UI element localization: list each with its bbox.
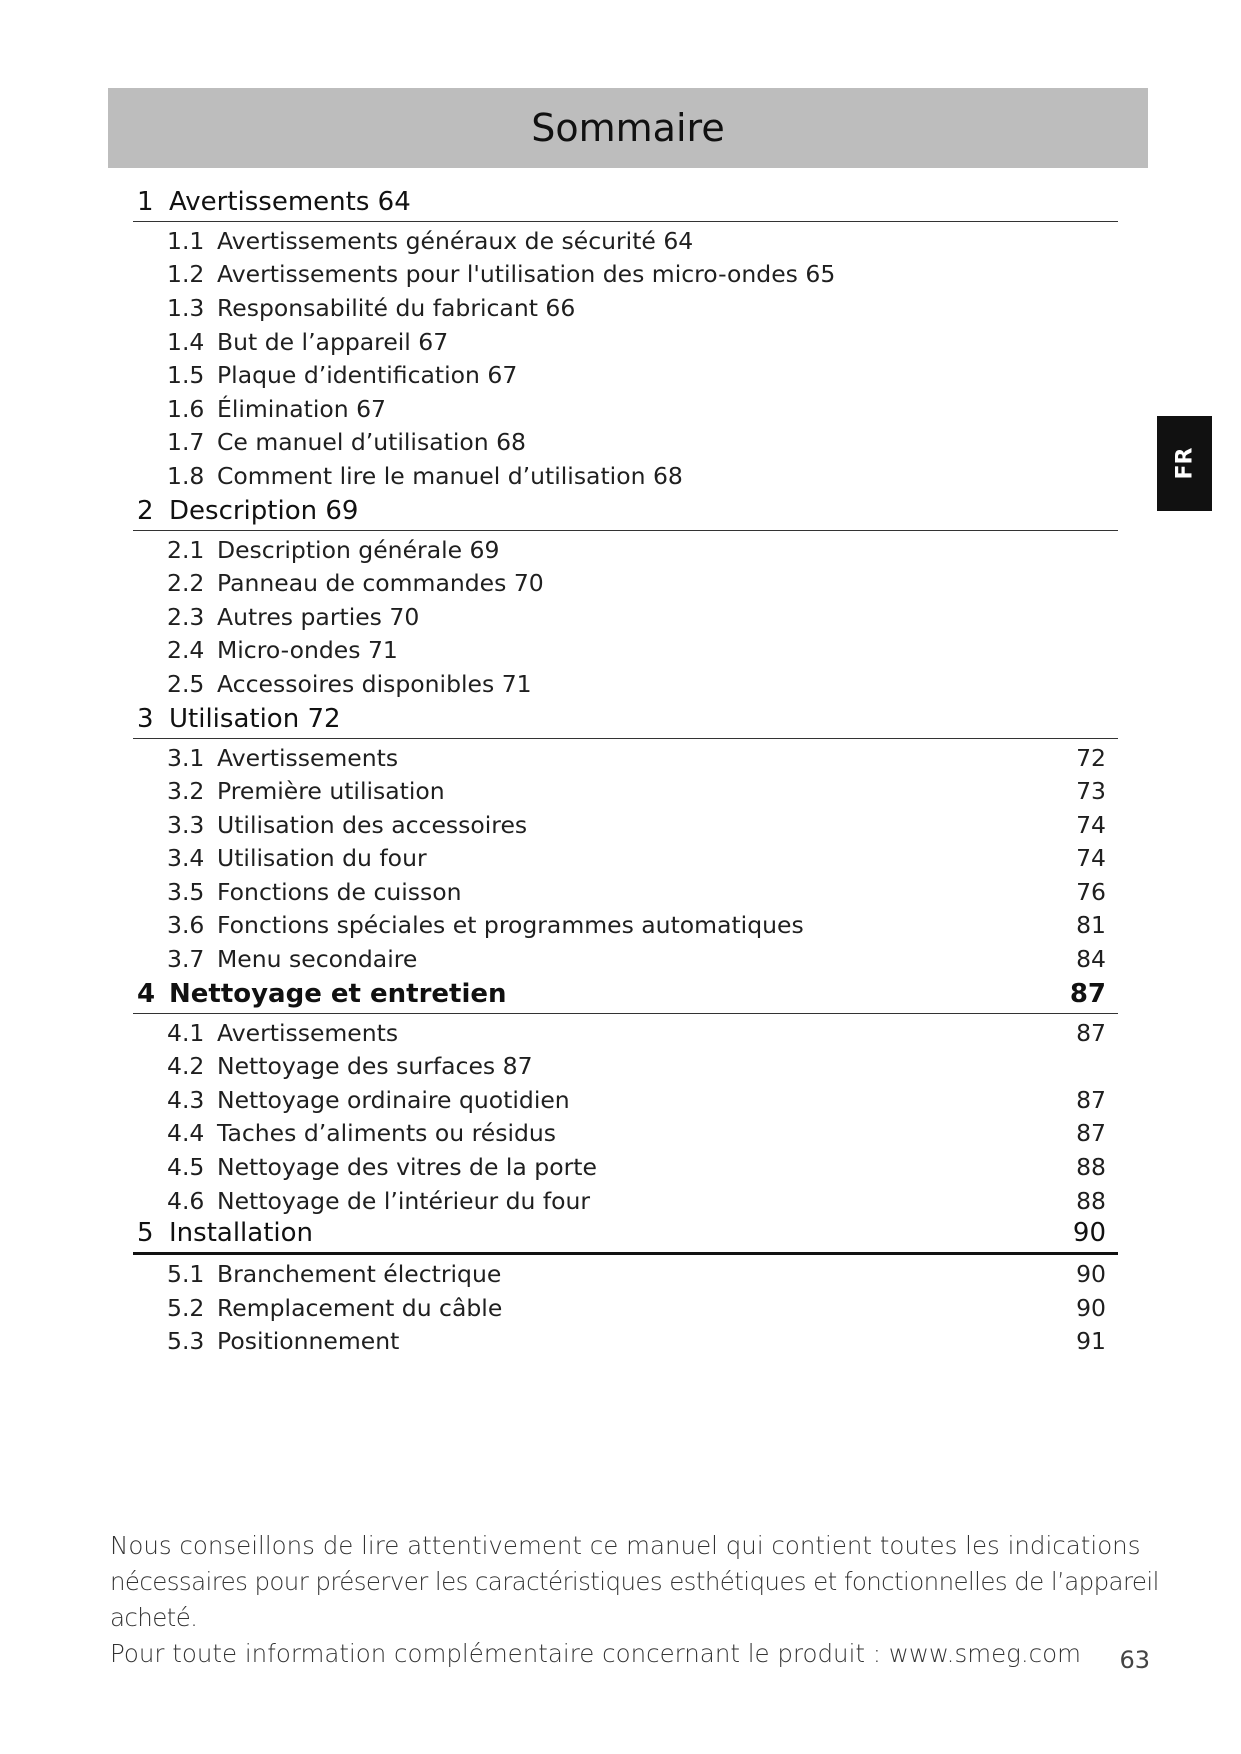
entry-title: Avertissements: [217, 1018, 399, 1047]
section-title: Avertissements 64: [169, 187, 411, 217]
toc-entry[interactable]: [133, 1016, 1118, 1050]
entry-title: Nettoyage de l’intérieur du four: [217, 1186, 591, 1215]
entry-number: 1.4: [167, 327, 205, 356]
entry-title: Responsabilité du fabricant 66: [217, 293, 576, 322]
entry-page: 88: [1076, 1153, 1106, 1182]
entry-number: 3.3: [167, 810, 205, 839]
toc-entry[interactable]: [133, 358, 1118, 392]
entry-number: 1.6: [167, 394, 205, 423]
section-number: 2: [137, 495, 154, 526]
toc-entry[interactable]: [133, 426, 1118, 460]
toc-entry[interactable]: [133, 1257, 1118, 1291]
entry-number: 3.1: [167, 743, 205, 772]
toc-section: [133, 701, 1118, 976]
toc-entry[interactable]: [133, 634, 1118, 668]
entry-title: Utilisation du four: [217, 844, 427, 873]
language-tab-label: FR: [1172, 447, 1197, 480]
entry-number: 3.4: [167, 844, 205, 873]
entry-title: Description générale 69: [217, 535, 500, 564]
entry-title: Positionnement: [217, 1327, 400, 1356]
section-number: 4: [137, 978, 156, 1009]
entry-number: 4.4: [167, 1119, 205, 1148]
title-bar: [108, 88, 1148, 168]
entry-number: 1.2: [167, 260, 205, 289]
entry-title: Avertissements pour l'utilisation des micro-ondes 65: [217, 260, 836, 289]
section-heading[interactable]: [133, 184, 1118, 222]
toc-entry[interactable]: [133, 875, 1118, 909]
toc-entry[interactable]: [133, 1325, 1118, 1359]
section-heading[interactable]: [133, 1217, 1118, 1255]
toc-entry[interactable]: [133, 1083, 1118, 1117]
entry-page: 72: [1076, 743, 1106, 772]
entry-page: 73: [1076, 777, 1106, 806]
toc-entry[interactable]: [133, 942, 1118, 976]
footer-line: Nous conseillons de lire attentivement ce manuel qui contient toutes les indications: [110, 1531, 1141, 1560]
entry-title: Nettoyage des vitres de la porte: [217, 1153, 597, 1182]
table-of-contents: [133, 184, 1118, 1358]
toc-entry[interactable]: [133, 1150, 1118, 1184]
toc-section: [133, 184, 1118, 493]
toc-entry[interactable]: [133, 1184, 1118, 1218]
section-heading[interactable]: [133, 701, 1118, 739]
entry-page: 87: [1076, 1119, 1106, 1148]
entry-number: 3.5: [167, 877, 205, 906]
entry-title: Menu secondaire: [217, 945, 418, 974]
entry-number: 2.2: [167, 569, 205, 598]
toc-entry[interactable]: [133, 566, 1118, 600]
entry-number: 5.1: [167, 1260, 205, 1289]
section-title: Installation: [169, 1218, 314, 1249]
toc-entry[interactable]: [133, 808, 1118, 842]
entry-number: 5.2: [167, 1293, 205, 1322]
entry-number: 2.5: [167, 669, 205, 698]
entry-page: 87: [1076, 1085, 1106, 1114]
entry-title: Comment lire le manuel d’utilisation 68: [217, 461, 683, 490]
entry-number: 4.1: [167, 1018, 205, 1047]
entry-title: But de l’appareil 67: [217, 327, 449, 356]
section-heading[interactable]: [133, 976, 1118, 1014]
entry-title: Branchement électrique: [217, 1260, 502, 1289]
section-number: 1: [137, 187, 154, 217]
entry-number: 3.7: [167, 945, 205, 974]
section-heading[interactable]: [133, 493, 1118, 531]
toc-entry[interactable]: [133, 600, 1118, 634]
toc-entry[interactable]: [133, 258, 1118, 292]
toc-entry[interactable]: [133, 774, 1118, 808]
section-title: Utilisation 72: [169, 703, 341, 734]
section-page: 90: [1072, 1218, 1106, 1249]
entry-number: 5.3: [167, 1327, 205, 1356]
toc-entry[interactable]: [133, 392, 1118, 426]
entry-number: 2.4: [167, 636, 205, 665]
entry-title: Nettoyage ordinaire quotidien: [217, 1085, 570, 1114]
entry-page: 84: [1076, 945, 1106, 974]
entry-number: 2.3: [167, 602, 205, 631]
entry-page: 90: [1076, 1260, 1106, 1289]
entry-page: 87: [1076, 1018, 1106, 1047]
entry-title: Micro-ondes 71: [217, 636, 398, 665]
toc-entry[interactable]: [133, 325, 1118, 359]
entry-page: 90: [1076, 1293, 1106, 1322]
entry-title: Nettoyage des surfaces 87: [217, 1052, 533, 1081]
toc-entry[interactable]: [133, 1049, 1118, 1083]
toc-entry[interactable]: [133, 1291, 1118, 1325]
toc-entry[interactable]: [133, 909, 1118, 943]
entry-number: 3.6: [167, 911, 205, 940]
entry-number: 4.6: [167, 1186, 205, 1215]
toc-entry[interactable]: [133, 667, 1118, 701]
footer-line: Pour toute information complémentaire concernant le produit : www.smeg.com: [110, 1639, 1081, 1668]
entry-title: Plaque d’identification 67: [217, 361, 518, 390]
entry-number: 4.2: [167, 1052, 205, 1081]
entry-title: Accessoires disponibles 71: [217, 669, 532, 698]
entry-page: 88: [1076, 1186, 1106, 1215]
language-tab: [1157, 416, 1212, 511]
toc-entry[interactable]: [133, 291, 1118, 325]
page-title: Sommaire: [531, 106, 725, 150]
entry-number: 1.3: [167, 293, 205, 322]
section-number: 3: [137, 703, 154, 734]
toc-entry[interactable]: [133, 842, 1118, 876]
entry-title: Utilisation des accessoires: [217, 810, 528, 839]
toc-entry[interactable]: [133, 224, 1118, 258]
toc-section: [133, 493, 1118, 701]
entry-title: Avertissements: [217, 743, 399, 772]
page-number: 63: [1119, 1646, 1150, 1674]
toc-section: [133, 1217, 1118, 1358]
entry-number: 3.2: [167, 777, 205, 806]
entry-title: Première utilisation: [217, 777, 445, 806]
entry-title: Remplacement du câble: [217, 1293, 503, 1322]
entry-page: 76: [1076, 877, 1106, 906]
entry-page: 74: [1076, 844, 1106, 873]
entry-page: 81: [1076, 911, 1106, 940]
entry-number: 1.1: [167, 226, 205, 255]
toc-section: [133, 976, 1118, 1218]
toc-entry[interactable]: [133, 1117, 1118, 1151]
entry-title: Panneau de commandes 70: [217, 569, 544, 598]
entry-title: Fonctions spéciales et programmes automatiques: [217, 911, 804, 940]
section-title: Description 69: [169, 495, 359, 526]
section-title: Nettoyage et entretien: [169, 978, 507, 1009]
entry-page: 74: [1076, 810, 1106, 839]
entry-title: Autres parties 70: [217, 602, 420, 631]
entry-title: Élimination 67: [217, 394, 387, 423]
entry-number: 1.5: [167, 361, 205, 390]
entry-title: Ce manuel d’utilisation 68: [217, 428, 526, 457]
entry-title: Fonctions de cuisson: [217, 877, 462, 906]
section-number: 5: [137, 1218, 154, 1249]
footer-note: [110, 1528, 1160, 1672]
entry-number: 4.3: [167, 1085, 205, 1114]
entry-number: 1.8: [167, 461, 205, 490]
section-page: 87: [1069, 978, 1106, 1009]
entry-number: 2.1: [167, 535, 205, 564]
entry-number: 1.7: [167, 428, 205, 457]
entry-title: Avertissements généraux de sécurité 64: [217, 226, 694, 255]
entry-page: 91: [1076, 1327, 1106, 1356]
footer-line: nécessaires pour préserver les caractéristiques esthétiques et fonctionnelles de l’appareil acheté.: [110, 1567, 1159, 1632]
toc-entry[interactable]: [133, 459, 1118, 493]
entry-title: Taches d’aliments ou résidus: [217, 1119, 557, 1148]
entry-number: 4.5: [167, 1153, 205, 1182]
toc-entry[interactable]: [133, 741, 1118, 775]
toc-entry[interactable]: [133, 533, 1118, 567]
